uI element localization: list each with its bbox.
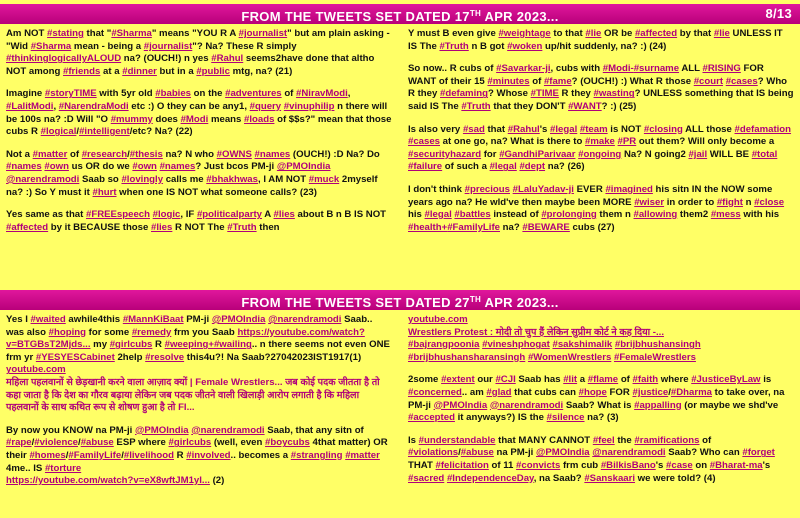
hashtag-link[interactable]: #Dharma bbox=[670, 386, 712, 398]
section1-left-column bbox=[6, 28, 392, 244]
hashtag-link[interactable]: #vineshphogat bbox=[482, 339, 550, 351]
hashtag-link[interactable]: #fame bbox=[543, 75, 572, 87]
hashtag-link[interactable]: #Savarkar-ji bbox=[496, 63, 551, 75]
hashtag-link[interactable]: #own bbox=[132, 161, 157, 173]
hashtag-link[interactable]: #logic bbox=[152, 209, 181, 221]
hashtag-link[interactable]: #Rahul bbox=[211, 53, 244, 65]
hashtag-link[interactable]: #NiravModi bbox=[296, 88, 348, 100]
hashtag-link[interactable]: #adventures bbox=[225, 88, 282, 100]
hashtag-link[interactable]: #securityhazard bbox=[408, 148, 482, 160]
tweet-paragraph bbox=[408, 314, 794, 364]
hashtag-link[interactable]: #extent bbox=[441, 374, 475, 386]
hashtag-link[interactable]: @narendramodi bbox=[6, 173, 80, 185]
hashtag-link[interactable]: #JusticeByLaw bbox=[691, 374, 761, 386]
hashtag-link[interactable]: #BEWARE bbox=[522, 221, 570, 233]
hashtag-link[interactable]: #violations bbox=[408, 447, 459, 459]
hashtag-link[interactable]: #WomenWrestlers bbox=[527, 351, 612, 363]
hashtag-link[interactable]: #livelihood bbox=[123, 449, 174, 461]
hashtag-link[interactable]: #resolve bbox=[145, 351, 185, 363]
hashtag-link[interactable]: #Truth bbox=[439, 40, 469, 52]
hashtag-link[interactable]: #accepted bbox=[408, 412, 455, 424]
banner-title: FROM THE TWEETS SET DATED 17TH APR 2023... bbox=[241, 9, 559, 24]
hashtag-link[interactable]: #brijbhushansingh bbox=[614, 339, 701, 351]
hashtag-link[interactable]: #sacred bbox=[408, 472, 445, 484]
tweet-paragraph: 2some #extent our #CJI Saab has #lit a #flame of #faith where #JusticeByLaw is #concerned.. am #glad that cubs can #hope FOR #justice/#Dharma to take over, na PM-ji @PMOIndia @narendramodi Saab? What is #appalling (or maybe we shd've #accepted it anyways?) IS the #silence na? (3) bbox=[408, 374, 785, 424]
hashtag-link[interactable]: #defaming bbox=[440, 88, 488, 100]
hashtag-link[interactable]: #abuse bbox=[80, 437, 114, 449]
hashtag-link[interactable]: #wailing bbox=[213, 339, 252, 351]
hashtag-link[interactable]: #homes bbox=[29, 449, 66, 461]
hashtag-link[interactable]: #ongoing bbox=[578, 148, 622, 160]
hashtag-link[interactable]: #PR bbox=[617, 136, 637, 148]
hashtag-link[interactable]: #abuse bbox=[460, 447, 494, 459]
hashtag-link[interactable]: #vinuphilip bbox=[283, 100, 335, 112]
hashtag-link[interactable]: #MannKiBaat bbox=[122, 314, 184, 325]
hashtag-link[interactable]: #dept bbox=[519, 161, 546, 173]
hashtag-link[interactable]: #legal bbox=[489, 161, 517, 173]
hashtag-link[interactable]: #names bbox=[254, 148, 291, 160]
hashtag-link[interactable]: #cases bbox=[408, 136, 441, 148]
hashtag-link[interactable]: #wasting bbox=[593, 88, 635, 100]
tweet-paragraph: Am NOT #stating that "#Sharma" means "YOU R A #journalist" but am plain asking - "Wid #Sharma mean - being a #journalist"? Na? These R simply #thinkinglogicallyALOUD na? (OUCH!) n yes #Rahul seems2have done that altho NOT among #friends at a #dinner but in a #public mtg, na? (21) bbox=[6, 28, 390, 77]
hashtag-link[interactable]: #muck bbox=[308, 173, 340, 185]
hashtag-link[interactable]: #Bharat-ma bbox=[709, 459, 763, 471]
hashtag-link[interactable]: #sakshimalik bbox=[552, 339, 613, 351]
hashtag-link[interactable]: #bajrangpoonia bbox=[408, 339, 480, 351]
hashtag-link[interactable]: #names bbox=[159, 161, 196, 173]
hashtag-link[interactable]: @narendramodi bbox=[191, 424, 265, 436]
hashtag-link[interactable]: #matter bbox=[345, 449, 380, 461]
hashtag-link[interactable]: #appalling bbox=[634, 399, 682, 411]
hashtag-link[interactable]: #TIME bbox=[530, 88, 559, 100]
hashtag-link[interactable]: #lie bbox=[585, 28, 602, 39]
hashtag-link[interactable]: #YESYESCabinet bbox=[35, 351, 115, 363]
hashtag-link[interactable]: #team bbox=[579, 123, 608, 135]
hashtag-link[interactable]: #lies bbox=[273, 209, 295, 221]
hashtag-link[interactable]: @PMOIndia bbox=[433, 399, 488, 411]
hashtag-link[interactable]: #glad bbox=[486, 386, 512, 398]
hashtag-link[interactable]: #jail bbox=[688, 148, 708, 160]
tweet-paragraph: Is also very #sad that #Rahul's #legal #team is NOT #closing ALL those #defamation #cases at one go, na? What is there to #make #PR out them? Will only become a #securityhazard for #GandhiParivaar #ongoing Na? N going2 #jail WILL BE #total #failure of such a #legal #dept na? (26) bbox=[408, 123, 792, 173]
section2-left-column bbox=[6, 314, 392, 498]
hashtag-link[interactable]: #remedy bbox=[131, 326, 172, 338]
hashtag-link[interactable]: #FREEspeech bbox=[86, 209, 150, 221]
hashtag-link[interactable]: #close bbox=[754, 196, 785, 208]
hashtag-link[interactable]: #boycubs bbox=[265, 437, 310, 449]
section2-right-column bbox=[408, 314, 794, 495]
hashtag-link[interactable]: #public bbox=[196, 65, 230, 77]
hashtag-link[interactable]: #mummy bbox=[110, 113, 153, 125]
tweet-paragraph: By now you KNOW na PM-ji @PMOIndia @narendramodi Saab, that any sitn of #rape/#violence/#abuse ESP where #girlcubs (well, even #boycubs 4that matter) OR their #homes/#FamilyLife/#livelihood R #involved.. becomes a #strangling #matter 4me.. IS #torture https://youtube.com/watch?v=eX8wftJM1yI... (2) bbox=[6, 424, 388, 487]
hashtag-link[interactable]: #court bbox=[693, 75, 724, 87]
hashtag-link[interactable]: @narendramodi bbox=[268, 314, 342, 325]
hashtag-link[interactable]: #battles bbox=[454, 209, 491, 221]
tweet-paragraph: Yes same as that #FREEspeech #logic, IF #politicalparty A #lies about B n B IS NOT #affected by it BECAUSE those #lies R NOT The #Truth then bbox=[6, 209, 387, 233]
hashtag-link[interactable]: #names bbox=[6, 161, 42, 173]
hashtag-link[interactable]: #friends bbox=[63, 65, 101, 77]
hashtag-link[interactable]: #allowing bbox=[633, 209, 678, 221]
hashtag-link[interactable]: #minutes bbox=[487, 75, 530, 87]
hashtag-link[interactable]: #dinner bbox=[122, 65, 157, 77]
hashtag-link[interactable]: #Sanskaari bbox=[584, 472, 636, 484]
hashtag-link[interactable]: #involved bbox=[186, 449, 231, 461]
hashtag-link[interactable]: #hope bbox=[578, 386, 607, 398]
hashtag-link[interactable]: #thinkinglogicallyALOUD bbox=[6, 53, 122, 65]
hashtag-link[interactable]: #WANT bbox=[568, 100, 602, 112]
hashtag-link[interactable]: #concerned bbox=[408, 386, 462, 398]
hashtag-link[interactable]: #Sharma bbox=[111, 28, 152, 39]
hashtag-link[interactable]: #babies bbox=[155, 88, 192, 100]
hashtag-link[interactable]: @PMOIndia bbox=[211, 314, 266, 325]
hashtag-link[interactable]: #thesis bbox=[129, 148, 163, 160]
hashtag-link[interactable]: #CJI bbox=[495, 374, 516, 386]
hashtag-link[interactable]: #make bbox=[585, 136, 615, 148]
hashtag-link[interactable]: #closing bbox=[643, 123, 683, 135]
hashtag-link[interactable]: #Modi bbox=[180, 113, 209, 125]
hashtag-link[interactable]: @narendramodi bbox=[592, 447, 666, 459]
youtube-link[interactable]: https://youtube.com/watch?v=BTGBsT2Mjds... bbox=[6, 326, 365, 351]
hashtag-link[interactable]: #flame bbox=[587, 374, 619, 386]
hashtag-link[interactable]: #weightage bbox=[498, 28, 551, 39]
hashtag-link[interactable]: #Truth bbox=[227, 221, 257, 233]
hashtag-link[interactable]: #legal bbox=[424, 209, 452, 221]
hashtag-link[interactable]: #OWNS bbox=[216, 148, 252, 160]
hashtag-link[interactable]: #girlcubs bbox=[109, 339, 153, 351]
tweet-paragraph: Imagine #storyTIME with 5yr old #babies on the #adventures of #NiravModi, #LalitModi, #NarendraModi etc :) O they can be any1, #query #vinuphilip n there will be 100s na? :D Will "O #mummy does #Modi means #loads of $$s?" mean that those cubs R #logical/#intelligent/etc? Na? (22) bbox=[6, 88, 392, 138]
hashtag-link[interactable]: #Modi- bbox=[602, 63, 634, 75]
hashtag-link[interactable]: #faith bbox=[632, 374, 659, 386]
hashtag-link[interactable]: #waited bbox=[30, 314, 66, 325]
hashtag-link[interactable]: #GandhiParivaar bbox=[499, 148, 576, 160]
hashtag-link[interactable]: #total bbox=[751, 148, 778, 160]
hashtag-link[interactable]: #understandable bbox=[418, 434, 496, 446]
hashtag-link[interactable]: #lie bbox=[713, 28, 730, 39]
hashtag-link[interactable]: #Sharma bbox=[30, 40, 72, 52]
hashtag-link[interactable]: #mess bbox=[710, 209, 741, 221]
hashtag-link[interactable]: @narendramodi bbox=[489, 399, 564, 411]
tweet-paragraph: Is #understandable that MANY CANNOT #feel the #ramifications of #violations/#abuse na PM-ji @PMOIndia @narendramodi Saab? Who can #forget THAT #felicitation of 11 #convicts frm cub #BilkisBano's #case on #Bharat-ma's #sacred #IndependenceDay, na Saab? #Sanskaari we were told? (4) bbox=[408, 434, 775, 484]
hashtag-link[interactable]: #brijbhushansharansingh bbox=[408, 351, 526, 363]
hashtag-link[interactable]: #RISING bbox=[702, 63, 741, 75]
hashtag-link[interactable]: #weeping+ bbox=[164, 339, 214, 351]
hashtag-link[interactable]: #wiser bbox=[634, 196, 665, 208]
hashtag-link[interactable]: #failure bbox=[408, 161, 443, 173]
hashtag-link[interactable]: #research bbox=[81, 148, 128, 160]
tweet-paragraph: Not a #matter of #research/#thesis na? N who #OWNS #names (OUCH!) :D Na? Do #names #own us OR do we #own #names? Just bcos PM-ji @PMOIndia @narendramodi Saab so #lovingly calls me #bhakhwas, I AM NOT #muck 2myself na? :) So Y must it #hurt when one IS NOT what someone calls? (23) bbox=[6, 148, 380, 198]
hashtag-link[interactable]: #justice bbox=[632, 386, 669, 398]
hashtag-link[interactable]: #FemaleWrestlers bbox=[613, 351, 696, 363]
hashtag-link[interactable]: @PMOIndia bbox=[535, 447, 590, 459]
youtube-domain-link[interactable]: youtube.com bbox=[408, 314, 468, 325]
hashtag-link[interactable]: #BilkisBano bbox=[600, 459, 656, 471]
hashtag-link[interactable]: #defamation bbox=[734, 123, 792, 135]
youtube-link[interactable]: https://youtube.com/watch?v=eX8wftJM1yI... bbox=[6, 475, 210, 487]
hashtag-link[interactable]: #feel bbox=[592, 434, 615, 446]
tweet-paragraph: Yes I #waited awhile4this #MannKiBaat PM-ji @PMOIndia @narendramodi Saab.. was also #hoping for some #remedy frm you Saab https://youtube.com/watch?v=BTGBsT2Mjds... my #girlcubs R #weeping+#wailing.. n there seems not even ONE frm yr #YESYESCabinet 2help #resolve this4u?! Na Saab?27042023IST1917(1) youtube.com महिला पहलवानों से छेड़खानी करने वाला आज़ाद क्यों | Female Wrestlers... जब कोई पदक जीतता है तो कहा जाता है कि देश का गौरव बढ़ाया लेकिन जब पदक जीतने वाली खिलाड़ी आरोप लगाती है कि महिला पहलवानों के साथ कथित रूप से शोषण हुआ है तो FI... bbox=[6, 314, 390, 414]
hashtag-link[interactable]: #lit bbox=[563, 374, 578, 386]
hashtag-link[interactable]: #politicalparty bbox=[196, 209, 262, 221]
hashtag-link[interactable]: #precious bbox=[464, 183, 510, 195]
hashtag-link[interactable]: #imagined bbox=[605, 183, 653, 195]
banner-title: FROM THE TWEETS SET DATED 27TH APR 2023... bbox=[241, 295, 559, 310]
hashtag-link[interactable]: #torture bbox=[44, 462, 82, 474]
hashtag-link[interactable]: #FamilyLife bbox=[447, 221, 500, 233]
hashtag-link[interactable]: #logical bbox=[40, 126, 77, 138]
hashtag-link[interactable]: #convicts bbox=[516, 459, 561, 471]
hashtag-link[interactable]: #FamilyLife bbox=[68, 449, 122, 461]
hashtag-link[interactable]: #stating bbox=[47, 28, 84, 39]
hashtag-link[interactable]: #health+ bbox=[408, 221, 448, 233]
hashtag-link[interactable]: #LaluYadav-ji bbox=[512, 183, 574, 195]
hashtag-link[interactable]: #lovingly bbox=[121, 173, 164, 185]
hashtag-link[interactable]: #cases bbox=[725, 75, 758, 87]
page-number: 8/13 bbox=[765, 6, 792, 21]
hashtag-link[interactable]: #storyTIME bbox=[44, 88, 97, 100]
hashtag-link[interactable]: #ramifications bbox=[634, 434, 700, 446]
hashtag-link[interactable]: #lies bbox=[151, 221, 173, 233]
hashtag-link[interactable]: #query bbox=[249, 100, 282, 112]
hashtag-link[interactable]: #strangling bbox=[290, 449, 343, 461]
tweet-paragraph: I don't think #precious #LaluYadav-ji EVER #imagined his sitn IN the NOW some years ago na? He wld've then maybe been MORE #wiser in order to #fight n #close his #legal #battles instead of #prolonging them n #allowing them2 #mess with his #health+#FamilyLife na? #BEWARE cubs (27) bbox=[408, 183, 785, 233]
tweet-paragraph: Y must B even give #weightage to that #lie OR be #affected by that #lie UNLESS IT IS The #Truth n B got #woken up/hit suddenly, na? :) (24) bbox=[408, 28, 783, 52]
hashtag-link[interactable]: #case bbox=[666, 459, 693, 471]
hashtag-link[interactable]: #silence bbox=[546, 412, 585, 424]
hashtag-link[interactable]: @PMOIndia bbox=[134, 424, 189, 436]
hashtag-link[interactable]: #own bbox=[44, 161, 69, 173]
hashtag-link[interactable]: #Rahul bbox=[507, 123, 540, 135]
hashtag-link[interactable]: #IndependenceDay bbox=[446, 472, 534, 484]
hashtag-link[interactable]: #matter bbox=[32, 148, 68, 160]
video-description: महिला पहलवानों से छेड़खानी करने वाला आज़ाद क्यों | Female Wrestlers... जब कोई पदक जीतता है तो कहा जाता है कि देश का गौरव बढ़ाया लेकिन जब पदक जीतने वाली खिलाड़ी आरोप लगाती है कि महिला पहलवानों के साथ कथित रूप से शोषण हुआ है तो FI... bbox=[6, 376, 380, 414]
hashtag-link[interactable]: #affected bbox=[6, 221, 49, 233]
hashtag-link[interactable]: #NarendraModi bbox=[58, 100, 129, 112]
hashtag-link[interactable]: #journalist bbox=[238, 28, 288, 39]
video-title-link[interactable]: Wrestlers Protest : मोदी तो चुप हैं लेकिन सुप्रीम कोर्ट ने कह दिया -... bbox=[408, 326, 664, 338]
tweet-paragraph: So now.. R cubs of #Savarkar-ji, cubs with #Modi-#surname ALL #RISING FOR WANT of their 15 #minutes of #fame? (OUCH!) :) What R those #court #cases? Who R they #defaming? Whose #TIME R they #wasting? UNLESS something that IS being said IS The #Truth that they DON'T #WANT? :) (25) bbox=[408, 63, 794, 112]
hashtag-link[interactable]: #sad bbox=[462, 123, 485, 135]
hashtag-link[interactable]: #violence bbox=[34, 437, 79, 449]
hashtag-link[interactable]: #hoping bbox=[48, 326, 86, 338]
hashtag-link[interactable]: #fight bbox=[716, 196, 743, 208]
hashtag-link[interactable]: #affected bbox=[634, 28, 678, 39]
hashtag-link[interactable]: #hurt bbox=[92, 186, 117, 198]
section-banner-27-apr bbox=[0, 290, 800, 310]
hashtag-link[interactable]: #felicitation bbox=[435, 459, 489, 471]
hashtag-link[interactable]: #legal bbox=[550, 123, 578, 135]
hashtag-link[interactable]: #forget bbox=[742, 447, 775, 459]
hashtag-link[interactable]: #surname bbox=[633, 63, 680, 75]
hashtag-link[interactable]: #LalitModi bbox=[6, 100, 54, 112]
hashtag-link[interactable]: #girlcubs bbox=[168, 437, 212, 449]
hashtag-link[interactable]: #loads bbox=[244, 113, 275, 125]
hashtag-link[interactable]: #Truth bbox=[461, 100, 491, 112]
hashtag-link[interactable]: #woken bbox=[507, 40, 543, 52]
section1-right-column bbox=[408, 28, 794, 244]
hashtag-link[interactable]: #bhakhwas bbox=[206, 173, 258, 185]
hashtag-link[interactable]: @PMOIndia bbox=[276, 161, 331, 173]
youtube-domain-link[interactable]: youtube.com bbox=[6, 364, 66, 376]
hashtag-link[interactable]: #prolonging bbox=[541, 209, 597, 221]
hashtag-link[interactable]: #journalist bbox=[143, 40, 193, 52]
hashtag-link[interactable]: #intelligent bbox=[79, 126, 130, 138]
hashtag-link[interactable]: #rape bbox=[6, 437, 32, 449]
section-banner-17-apr bbox=[0, 4, 800, 24]
